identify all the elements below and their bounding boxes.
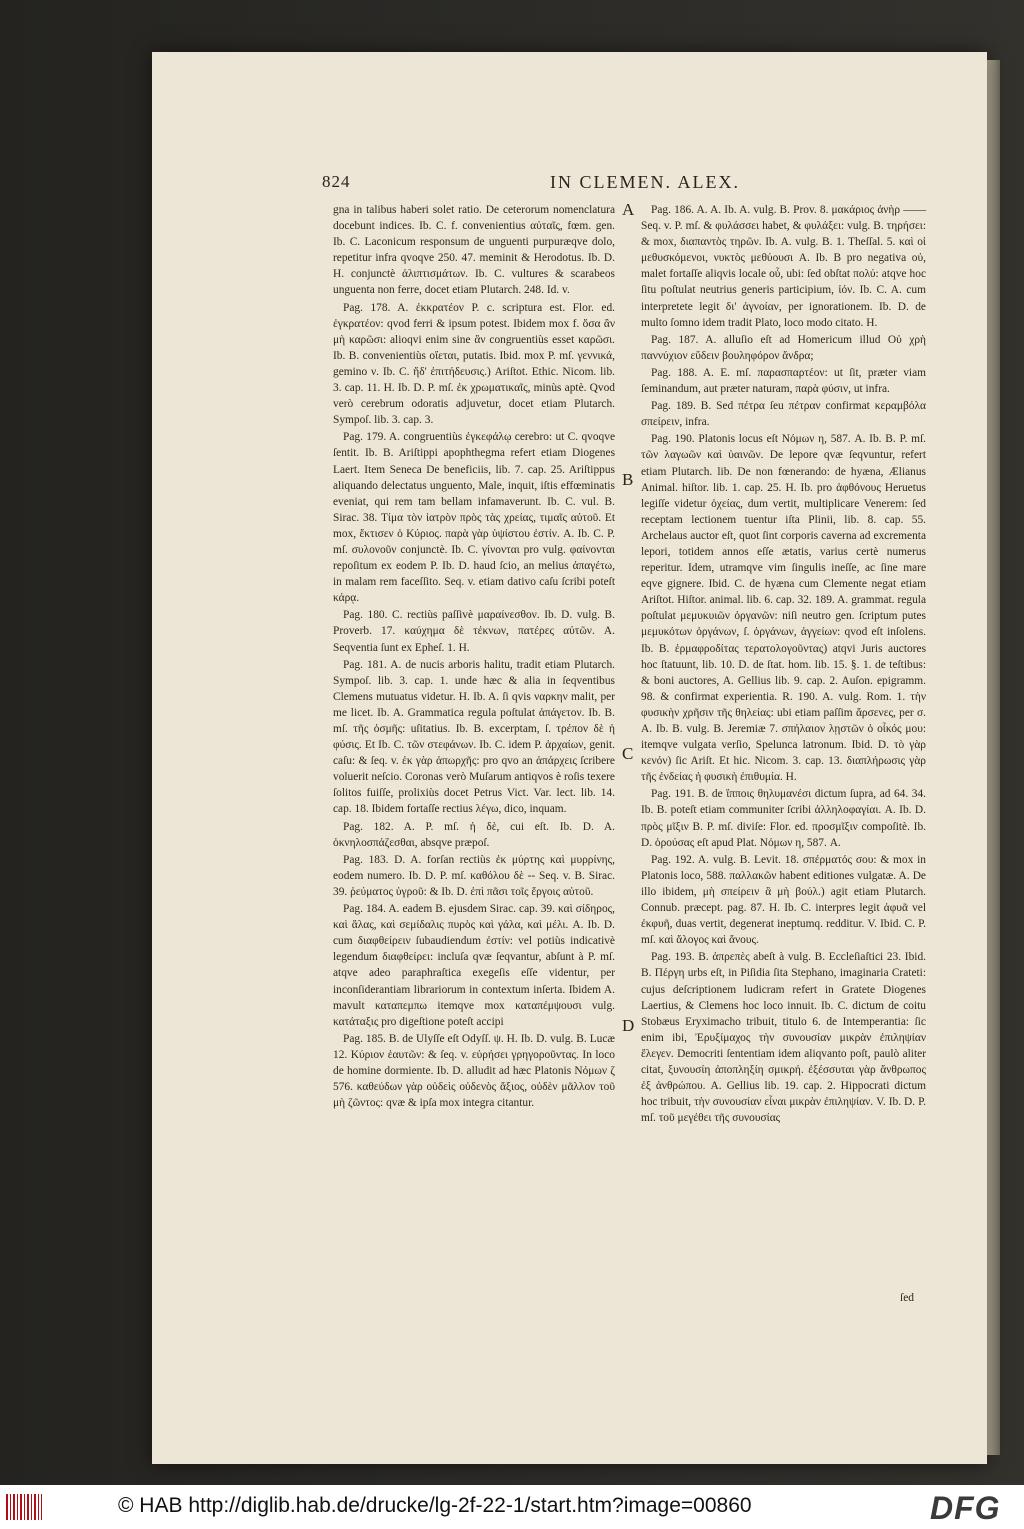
left-paragraph: Pag. 181. A. de nucis arboris halitu, tradit etiam Plutarch. Sympoſ. lib. 3. cap. 1. unde hæc & alia in ſeqventibus Clemens mutuatus videtur. H. Ib. A. ſi qvis ναρκην malit, per me licet. Ib. A. Grammatica regula poſtulat ἀπάγετον. Ib. B. mſ. τῆς ὀσμῆς: uſitatius. Ib. B. excerptam, ſ. τρέπον δὲ ἡ φύσις. Et Ib. C. τῶν στεφάνων. Ib. C. idem P. ἀρχαίων, genit. caſu: & ſeq. v. ἐκ γὰρ ἀπωρχῆς: pro qvo an ἀπάρχεις ſcribere voluerit neſcio. Coronas verò Muſarum antiqvos è roſis texere ſolitos fuiſſe, prolixiùs docet Petrus Vict. Var. lect. lib. 14. cap. 18. Ibidem fortaſſe rectius λέγω, dico, inquam. xyxy=(333,658,615,816)
page-header xyxy=(322,170,920,200)
right-paragraph: Pag. 189. B. Sed πέτρα ſeu πέτραν confirmat κεραμβόλα σπείρειν, infra. xyxy=(641,400,926,429)
left-paragraph: Pag. 178. A. ἐκκρατέον P. c. scriptura est. Flor. ed. ἐγκρατέον: qvod ferri & ipsum potest. Ibidem mox f. ὅσα ἂν μὴ καρῶσι: alioqvi enim sine ἂν congruentiùs esset καρῶσι. Ib. B. convenientiùs οἴεται, putatis. Ibid. mox P. mſ. γεννικά, gemino ν. Ib. C. ἤδ' ἐπιτήδευσις.) Ariſtot. Ethic. Nicom. lib. 3. cap. 11. H. Ib. D. P. mſ. ἐκ χρωματικαῖς, minùs aptè. Qvod verò cerebrum odoratis adjuvetur, docet etiam Plutarch. Sympoſ. lib. 3. cap. 3. xyxy=(333,301,615,427)
left-column xyxy=(333,202,615,1112)
right-paragraph: Pag. 186. A. A. Ib. A. vulg. B. Prov. 8. μακάριος ἀνὴρ —— Seq. v. P. mſ. & φυλάσσει habet, & φυλάξει: vulg. B. τηρήσει: & mox, διαπαντὸς τηρῶν. Ib. A. vulg. B. 1. Theſſal. 5. καὶ οἱ μεθυσκόμενοι, νυκτὸς μεθύουσι A. Ib. B pro negativa οὐ, malet fortaſſe aliqvis locale οὗ, ubi: ſed obſtat πολύ: atqve hoc ſitu poſtulat neutrius generis participium, ἰόν. Ib. C. A. cum interpretete legit δι' ἀγνοίαν, per ignorationem. Ib. D. de multo ſomno idem tradit Plato, loco modo citato. H. xyxy=(641,204,926,329)
right-paragraph: Pag. 193. B. ἀπρεπὲς abeſt à vulg. B. Eccleſiaſtici 23. Ibid. B. Πέργη urbs eſt, in Piſidia ſita Stephano, imaginaria Crateti: cujus deſcriptionem ludicram refert in Gratete Diogenes Laertius, & Clemens hoc loco innuit. Ib. C. dictum de coitu Stobæus Eryximacho tribuit, titulo 6. de Intemperantia: ſic enim ibi, Ἐρυξίμαχος τὴν συνουσίαν μικρὰν ἐπιληψίαν ἔλεγεν. Democriti ſententiam idem aliqvanto poſt, paulò aliter citat, ξυνουσίη ἀποπληξίη σμικρή. ἐξέσσυται γὰρ ἄνθρωπος ἐξ ἀνθρώπου. A. Gellius lib. 19. cap. 2. Hippocrati dictum hoc tribuit, τὴν συνουσίαν εἶναι μικρὰν ἐπιληψίαν. V. Ib. D. P. mſ. τοῦ μεγέθει τῆς συνουσίας xyxy=(641,951,926,1125)
left-paragraph: Pag. 184. A. eadem B. ejusdem Sirac. cap. 39. καὶ σίδηρος, καὶ ἅλας, καὶ σεμίδαλις πυρὸς καὶ γάλα, καὶ μέλι. A. Ib. D. cum διαφθείρειν ſubaudiendum ἐστίν: vel potiùs indicativè legendum διαφθείρει: incluſa qvæ ſeqvantur, abſunt à P. mſ. atqve adeo paraphraſtica exegeſis eſſe videntur, per inconſiderantiam librariorum in contextum inſerta. Ibidem A. mavult καταπεμπω itemqve mox καταπέμψουσι vulg. κατάταξις pro digeſtione poteſt accipi xyxy=(333,903,615,1028)
footer-bar xyxy=(0,1485,1024,1529)
copyright-url[interactable]: © HAB http://diglib.hab.de/drucke/lg-2f-22-1/start.htm?image=00860 xyxy=(118,1494,752,1517)
right-paragraph: Pag. 188. A. E. mſ. παρασπαρτέον: ut ſit, præter viam ſeminandum, aut præter naturam, παρὰ φύσιν, ut infra. xyxy=(641,366,926,396)
left-paragraph: Pag. 180. C. rectiùs paſſivè μαραίνεσθον. Ib. D. vulg. B. Proverb. 17. καύχημα δὲ τέκνων, πατέρες αὐτῶν. A. Seqventia ſunt ex Epheſ. 1. H. xyxy=(333,609,615,654)
section-letter-b: B xyxy=(622,470,634,489)
dfg-logo: DFG xyxy=(930,1490,1001,1526)
right-paragraph: Pag. 191. B. de ἵπποις θηλυμανέσι dictum ſupra, ad 64. 34. Ib. B. poteſt etiam communiter ſcribi ἀλληλοφαγίαι. A. Ib. D. πρὸς μῖξιν B. P. mſ. diviſe: Flor. ed. προσμῖξιν compoſitè. Ib. D. ὀρούσας eſt apud Plat. Νόμων η, 587. A. xyxy=(641,788,926,849)
left-paragraph: Pag. 179. A. congruentiùs ἐγκεφάλῳ cerebro: ut C. qvoqve ſentit. Ib. B. Ariſtippi apophthegma refert etiam Diogenes Laert. Item Seneca De beneficiis, lib. 7. cap. 25. Ariſtippus aliquando delectatus unguento, Male, inquit, iſtis effœminatis eveniat, qui rem tam bellam infamaverunt. Ib. C. vul. B. Sirac. 38. Τίμα τὸν ἰατρὸν πρὸς τὰς χρείας, τιμαῖς αὐτοῦ. Et mox, ἔκτισεν ὁ Κύριος. παρὰ γὰρ ὑψίστου ἐστίν. A. Ib. C. P. mſ. συλονοῦν conjunctè. Ib. C. γίνονται pro vulg. φαίνονται repoſitum ex eodem P. Ib. D. haud ſcio, an melius ἀπαγέτω, in malam rem faceſſito. Seq. v. etiam dativo caſu ſcribi poteſt κάρᾳ. xyxy=(333,431,615,605)
section-letter-d: D xyxy=(622,1016,635,1035)
left-paragraph: Pag. 183. D. A. forſan rectiùs ἐκ μύρτης καὶ μυρρίνης, eodem numero. Ib. D. P. mſ. καθόλου δὲ -- Seq. v. B. Sirac. 39. ῥεύματος ὑγροῦ: & Ib. D. ἐπὶ πᾶσι τοῖς ἔργοις αὐτοῦ. xyxy=(333,853,615,898)
section-letter-a: A xyxy=(622,200,635,219)
left-paragraph: gna in talibus haberi solet ratio. De ceterorum nomenclatura docebunt indices. Ib. C. f. convenientius αὐταῖς, fœm. gen. Ib. C. Laconicum responsum de unguenti purpuræqve dolo, repetitur infra qvoqve 250. 47. meminit & Herodotus. Ib. D. H. conjunctè ἀλιπτισμάτων. Ib. C. vultures & scarabeos unguenta non ferre, docet etiam Plutarch. 248. Id. v. xyxy=(333,204,615,297)
right-paragraph: Pag. 190. Platonis locus eſt Νόμων η, 587. A. Ib. B. P. mſ. τῶν λαγωῶν καὶ ὑαινῶν. De lepore qvæ ſeqvuntur, refert etiam Plutarch. lib. De non fœnerando: de hyæna, Ælianus Animal. hiſtor. lib. 1. cap. 25. H. Ib. pro ἀφθόνους Heruetus legiſſe videtur ὀχείας, dum vertit, multiplicare Venerem: ſed receptam lectionem tuentur iſta Plinii, lib. 8. cap. 55. Archelaus auctor eſt, quot ſint corporis caverna ad excrementa lepori, totidem annos eſſe ætatis, varius certè numerus reperitur. Idem, utramqve vim ſingulis ineſſe, ac ſine mare eqve gignere. Ibid. C. de hyæna cum Clemente negat etiam Ariſtot. Hiſtor. animal. lib. 6. cap. 32. 189. A. grammat. regula poſtulat μεμυκυιῶν ὀργανῶν: niſi neutro gen. ſcriptum putes μεμυκότων ὀργάνων, ſ. ὀργάνων, ἀγγείων: qvod eſt inſolens. Ib. B. ἑρμαφροδίτας τερατολογοῦντας) atqvi Juris auctores hoc ſtatuunt, lib. 10. D. de ſtat. hom. lib. 15. §. 1. de teſtibus: & boni auctores, A. Gellius lib. 9. cap. 2. Auſon. epigramm. 98. & confirmat experientia. R. 190. A. vulg. Rom. 1. τὴν φυσικὴν χρῆσιν τῆς θηλείας: ubi etiam paſſim ἄρσενες, per σ. A. Ib. B. vulg. B. Jeremiæ 7. σπήλαιον λῃστῶν ὁ οἶκός μου: itemqve vulgata verſio, Spelunca latronum. Ibid. D. τὸ γὰρ κενόν) ſic Ariſt. Et hic. Nicom. 3. cap. 13. διαπλήρωσις γὰρ τῆς ἐνδείας ἡ φυσικὴ ἐπιθυμία. H. xyxy=(641,433,926,784)
page-number: 824 xyxy=(322,172,351,191)
right-paragraph: Pag. 187. A. alluſio eſt ad Homericum illud Οὐ χρὴ παννύχιον εὕδειν βουληφόρον ἄνδρα; xyxy=(641,333,926,362)
barcode-icon xyxy=(6,1494,42,1520)
left-paragraph: Pag. 185. B. de Ulyſſe eſt Odyſſ. ψ. H. Ib. D. vulg. B. Lucæ 12. Κύριον ἑαυτῶν: & ſeq. v. εὑρήσει γρηγοροῦντας. In loco de homine dormiente. Ib. D. alludit ad hæc Platonis Νόμων ζ 576. καθεύδων γὰρ οὐδεὶς οὐδενὸς ἄξιος, οὐδὲν μᾶλλον τοῦ μὴ ζῶντος: qvæ & ipſa mox integra citantur. xyxy=(333,1032,615,1110)
running-title: IN CLEMEN. ALEX. xyxy=(550,172,740,192)
left-paragraph: Pag. 182. A. P. mſ. ἡ δὲ, cui eſt. Ib. D. A. ὀκνηλοσπάζεσθαι, absqve præpoſ. xyxy=(333,820,615,849)
right-paragraph: Pag. 192. A. vulg. B. Levit. 18. σπέρματός σου: & mox in Platonis loco, 588. παλλακῶν habent editiones vulgatæ. A. De illo ibidem, μὴ σπείρειν ἃ μὴ βούλ.) agit etiam Plutarch. Connub. præcept. pag. 87. H. Ib. C. interpres legit ἀφυᾶ vel ἐκφυῆ, duas vertit, degenerat ineptumq. redditur. V. Ibid. C. P. mſ. καὶ ἄλογος καὶ ἄνους. xyxy=(641,853,926,947)
right-column xyxy=(641,202,926,1127)
section-letter-c: C xyxy=(622,744,634,763)
catchword: ſed xyxy=(900,1292,915,1304)
